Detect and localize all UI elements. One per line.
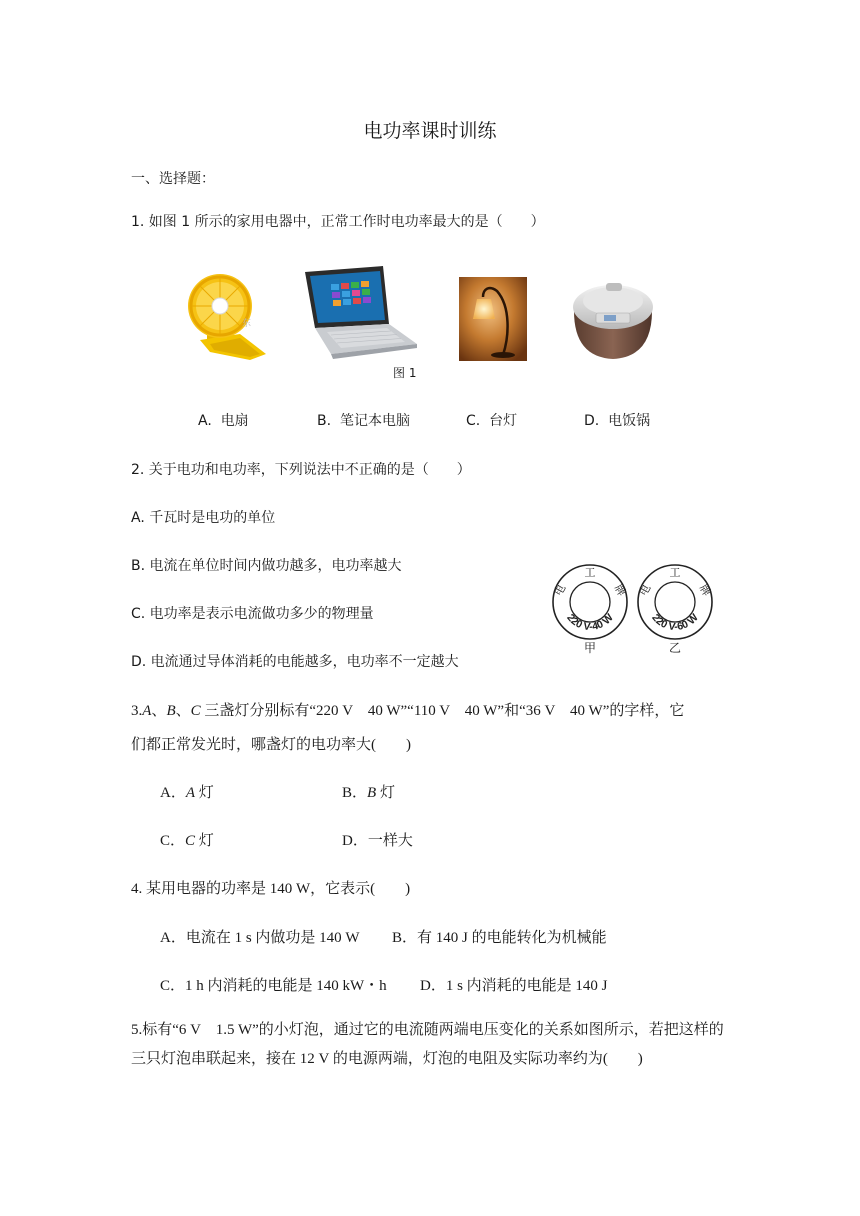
nameplate-rating: 220 V-60 W — [649, 611, 701, 634]
option-text: 台灯 — [489, 413, 518, 429]
option-text: 电饭锅 — [608, 413, 651, 429]
nameplate-rating: 220 V-40 W — [564, 611, 616, 634]
option-letter: A. — [198, 413, 212, 429]
section-heading: 一、选择题： — [131, 171, 215, 187]
q1-option-c — [466, 410, 517, 430]
svg-text:220 V-60 W — [649, 612, 701, 634]
nameplate-char: 工 — [669, 566, 681, 579]
lamp-letter: C — [190, 703, 201, 719]
q1-option-a — [198, 410, 249, 430]
q3-line1-text: 三盏灯分别标有“220 V 40 W”“110 V 40 W”和“36 V 40 W”的字样，它 — [204, 703, 685, 719]
q2-option-c: C. 电功率是表示电流做功多少的物理量 — [131, 606, 374, 622]
lamp-letter: B — [166, 703, 176, 719]
option-letter: B. — [317, 413, 332, 429]
q2-option-b: B. 电流在单位时间内做功越多，电功率越大 — [131, 558, 402, 574]
q4-option-b: B．有 140 J 的电能转化为机械能 — [392, 930, 607, 946]
laptop-image — [301, 266, 419, 362]
page-title: 电功率课时训练 — [363, 120, 497, 142]
q4-option-d: D．1 s 内消耗的电能是 140 J — [420, 978, 608, 994]
q1-option-b — [317, 410, 410, 430]
nameplate-yi — [636, 565, 715, 655]
svg-text:东: 东 — [242, 319, 252, 329]
option-letter: D. — [584, 413, 600, 429]
q3-option-a: A．A 灯 — [160, 785, 214, 801]
figure1-caption: 图 1 — [393, 366, 417, 380]
fan-image — [180, 268, 276, 362]
nameplate-char: 电 — [636, 582, 654, 599]
option-text: 电扇 — [220, 413, 249, 429]
q4-option-c: C．1 h 内消耗的电能是 140 kW・h — [160, 978, 387, 994]
rice-cooker-image — [568, 277, 658, 361]
q1-stem: 1. 如图 1 所示的家用电器中，正常工作时电功率最大的是（ ） — [131, 214, 545, 230]
q2-option-d: D. 电流通过导体消耗的电能越多，电功率不一定越大 — [131, 654, 459, 670]
q5-line1: 5.标有“6 V 1.5 W”的小灯泡，通过它的电流随两端电压变化的关系如图所示，若把这样的 — [131, 1022, 724, 1038]
q3-number: 3. — [131, 703, 143, 719]
nameplate-label: 甲 — [583, 641, 597, 655]
q1-option-d — [584, 410, 650, 430]
nameplate-char: 牌 — [611, 582, 629, 599]
nameplate-char: 工 — [584, 566, 596, 579]
q2-option-a: A. 千瓦时是电功的单位 — [131, 510, 276, 526]
nameplate-char: 电 — [551, 582, 569, 599]
q4-option-a: A．电流在 1 s 内做功是 140 W — [160, 930, 360, 946]
lamp-letter: A — [142, 703, 152, 719]
nameplate-label: 乙 — [668, 641, 682, 655]
table-lamp-image — [459, 277, 527, 361]
q4-stem: 4. 某用电器的功率是 140 W，它表示( ) — [131, 881, 411, 897]
q3-option-d: D．一样大 — [342, 833, 413, 849]
svg-text:220 V-40 W — [564, 612, 616, 634]
q3-line1: 3.A、B、C 三盏灯分别标有“220 V 40 W”“110 V 40 W”和“36 V 40 W”的字样，它 — [131, 703, 685, 719]
option-letter: C. — [466, 413, 481, 429]
q5-line2: 三只灯泡串联起来，接在 12 V 的电源两端，灯泡的电阻及实际功率约为( ) — [131, 1051, 643, 1067]
nameplate-char: 牌 — [696, 582, 714, 599]
nameplates-figure — [548, 560, 718, 656]
q3-option-b: B．B 灯 — [342, 785, 395, 801]
nameplate-jia — [551, 565, 630, 655]
q3-line2: 们都正常发光时，哪盏灯的电功率大( ) — [131, 737, 411, 753]
option-text: 笔记本电脑 — [339, 413, 410, 429]
q3-option-c: C．C 灯 — [160, 833, 214, 849]
q2-stem: 2. 关于电功和电功率，下列说法中不正确的是（ ） — [131, 462, 471, 478]
